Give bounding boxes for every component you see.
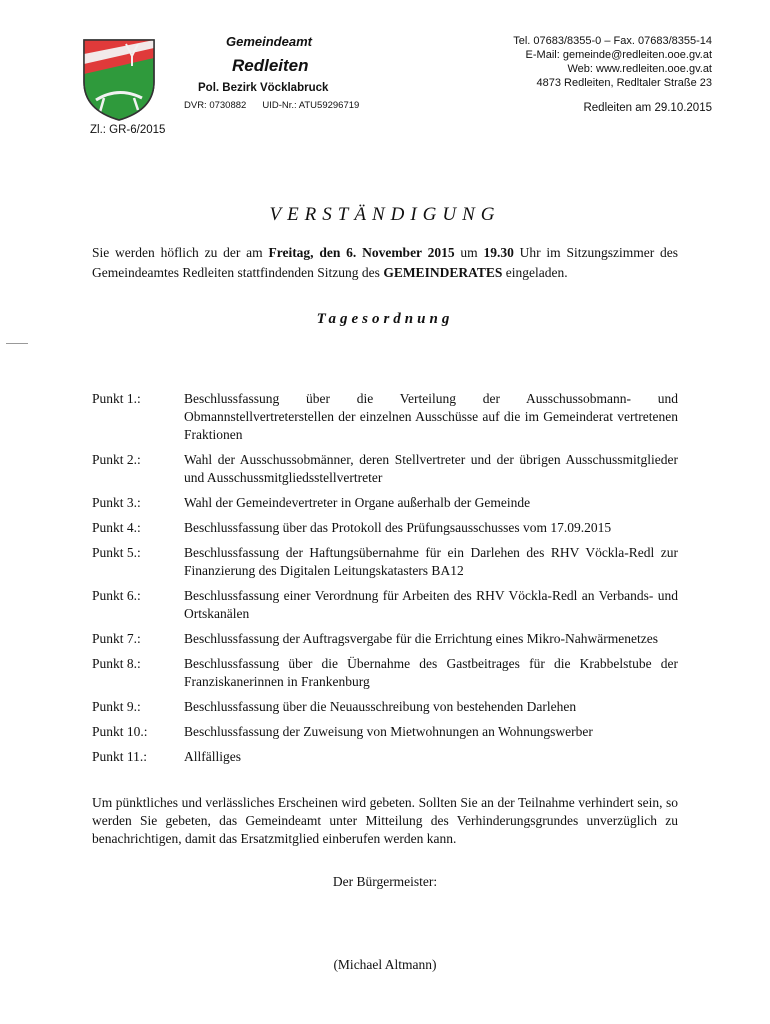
meeting-date: Freitag, den 6. November 2015 [268, 245, 455, 260]
agenda-item-text: Beschlussfassung über die Verteilung der Ausschussobmann- und Obmannstellvertreterstellen der einzelnen Ausschüsse auf die im Gemeinderat vertretenen Fraktionen [184, 391, 678, 442]
agenda-item [92, 587, 678, 623]
phone-fax: Tel. 07683/8355-0 – Fax. 07683/8355-14 [513, 35, 712, 47]
signer-name: (Michael Altmann) [333, 957, 437, 972]
reference-number: Zl.: GR-6/2015 [90, 124, 166, 136]
agenda-item-text: Wahl der Ausschussobmänner, deren Stellvertreter und der übrigen Ausschussmitglieder und Ausschussmitgliedsstellvertreter [184, 452, 678, 485]
fold-mark [6, 343, 28, 344]
intro-text: um [454, 245, 484, 260]
agenda-item [92, 494, 678, 512]
agenda-item-text: Beschlussfassung der Haftungsübernahme für ein Darlehen des RHV Vöckla-Redl zur Finanzierung des Digitalen Leitungskatasters BA12 [184, 545, 678, 578]
agenda-item-text: Beschlussfassung der Zuweisung von Mietwohnungen an Wohnungswerber [184, 724, 593, 739]
agenda-item-number: Punkt 10.: [92, 724, 148, 739]
agenda-item-number: Punkt 1.: [92, 391, 141, 406]
agenda-item [92, 655, 678, 691]
agenda-title: Tagesordnung [316, 311, 454, 327]
uid-number: UID-Nr.: ATU59296719 [262, 100, 360, 111]
agenda-item-number: Punkt 3.: [92, 495, 141, 510]
invitation-paragraph [92, 243, 678, 283]
agenda-item-text: Beschlussfassung der Auftragsvergabe für die Errichtung eines Mikro-Nahwärmenetzes [184, 631, 658, 646]
agenda-item-number: Punkt 7.: [92, 631, 141, 646]
municipality-name: Redleiten [232, 56, 309, 75]
document-heading: VERSTÄNDIGUNG [269, 204, 501, 225]
agenda-item-text: Beschlussfassung über das Protokoll des Prüfungsausschusses vom 17.09.2015 [184, 520, 612, 535]
meeting-time: 19.30 [483, 245, 514, 260]
intro-text: Sie werden höflich zu der am [92, 245, 269, 260]
agenda-item-text: Beschlussfassung über die Übernahme des Gastbeitrages für die Krabbelstube der Franziskanerinnen in Frankenburg [184, 656, 678, 689]
agenda-item-text: Allfälliges [184, 749, 241, 764]
agenda-item [92, 748, 678, 766]
agenda-item-number: Punkt 11.: [92, 749, 148, 764]
registration-codes [184, 100, 359, 111]
closing-paragraph: Um pünktliches und verlässliches Erscheinen wird gebeten. Sollten Sie an der Teilnahme verhindert sein, so werden Sie gebeten, das Gemeindeamt unter Mitteilung des Verhinderungsgrundes unverzüglich zu benachrichtigen, damit das Ersatzmitglied einberufen werden kann. [92, 795, 678, 846]
agenda-item [92, 519, 678, 537]
agenda-item [92, 723, 678, 741]
intro-text: eingeladen. [502, 265, 568, 280]
agenda-item [92, 451, 678, 487]
agenda-item [92, 698, 678, 716]
agenda-item-text: Wahl der Gemeindevertreter in Organe außerhalb der Gemeinde [184, 495, 531, 510]
agenda-item-number: Punkt 2.: [92, 452, 141, 467]
agenda-item [92, 544, 678, 580]
signer-role: Der Bürgermeister: [332, 874, 438, 889]
agenda-item [92, 390, 678, 444]
email-address: E-Mail: gemeinde@redleiten.ooe.gv.at [525, 49, 712, 61]
website: Web: www.redleiten.ooe.gv.at [567, 63, 712, 75]
agenda-item-number: Punkt 5.: [92, 545, 141, 560]
document-date: Redleiten am 29.10.2015 [583, 102, 712, 114]
agenda-item-text: Beschlussfassung einer Verordnung für Arbeiten des RHV Vöckla-Redl an Verbands- und Ortskanälen [184, 588, 678, 621]
agenda-item-number: Punkt 6.: [92, 588, 141, 603]
agenda-item [92, 630, 678, 648]
agenda-item-text: Beschlussfassung über die Neuausschreibung von bestehenden Darlehen [184, 699, 577, 714]
agenda-item-number: Punkt 9.: [92, 699, 141, 714]
municipal-coat-of-arms [82, 38, 156, 122]
intro-text: Uhr im Sitzungszimmer des Gemeindeamtes Redleiten stattfindenden Sitzung des [92, 245, 678, 280]
agenda-item-number: Punkt 8.: [92, 656, 141, 671]
agenda-item-number: Punkt 4.: [92, 520, 141, 535]
postal-address: 4873 Redleiten, Redltaler Straße 23 [536, 77, 712, 89]
district-name: Pol. Bezirk Vöcklabruck [198, 82, 329, 94]
dvr-number: DVR: 0730882 [184, 100, 247, 111]
council-name: GEMEINDERATES [383, 265, 503, 280]
agenda-list [92, 390, 678, 773]
office-label: Gemeindeamt [226, 34, 312, 49]
contact-block [513, 34, 712, 90]
